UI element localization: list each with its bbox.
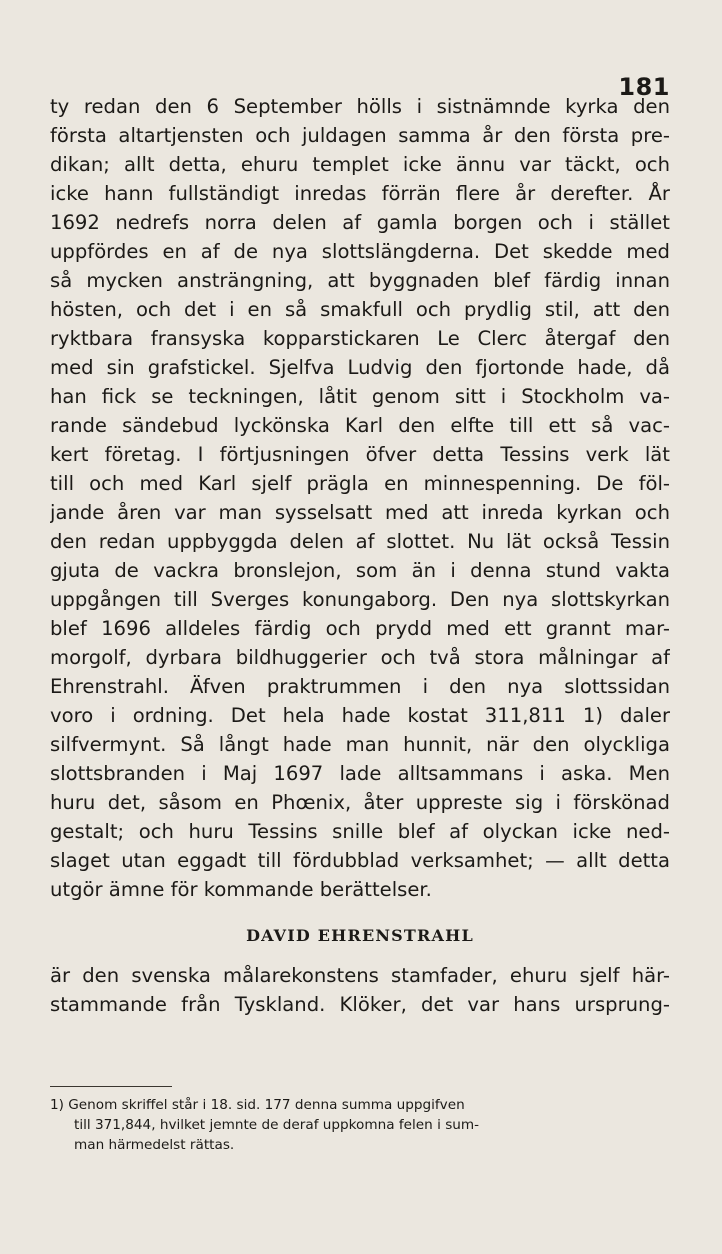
- text-line: morgolf, dyrbara bildhuggerier och två stora målningar af: [50, 646, 670, 669]
- text-line: utgör ämne för kommande berättelser.: [50, 878, 432, 901]
- footnote-line: till 371,844, hvilket jemnte de deraf uppkomna felen i sum-: [74, 1117, 480, 1133]
- book-page: [50, 0, 670, 1254]
- text-line: icke hann fullständigt inredas förrän flere år derefter. År: [50, 182, 670, 205]
- text-line: den redan uppbyggda delen af slottet. Nu lät också Tessin: [50, 530, 670, 553]
- text-line: ryktbara fransyska kopparstickaren Le Clerc återgaf den: [50, 327, 670, 350]
- text-line: slaget utan eggadt till fördubblad verksamhet; — allt detta: [50, 849, 670, 872]
- text-line: ty redan den 6 September hölls i sistnämnde kyrka den: [50, 95, 670, 118]
- text-line: kert företag. I förtjusningen öfver detta Tessins verk lät: [50, 443, 670, 466]
- text-line: stammande från Tyskland. Klöker, det var hans ursprung-: [50, 993, 670, 1016]
- text-line: voro i ordning. Det hela hade kostat 311,811 1) daler: [50, 704, 670, 727]
- text-line: 1692 nedrefs norra delen af gamla borgen och i stället: [50, 211, 670, 234]
- text-line: Ehrenstrahl. Äfven praktrummen i den nya slottssidan: [50, 675, 670, 698]
- footnote-divider: [50, 1086, 172, 1087]
- text-line: han fick se teckningen, låtit genom sitt i Stockholm va-: [50, 385, 670, 408]
- text-line: gjuta de vackra bronslejon, som än i denna stund vakta: [50, 559, 670, 582]
- section-text: [50, 961, 670, 1019]
- page-number: 181: [618, 73, 670, 101]
- text-line: uppfördes en af de nya slottslängderna. Det skedde med: [50, 240, 670, 263]
- text-line: huru det, såsom en Phœnix, åter uppreste sig i förskönad: [50, 791, 670, 814]
- footnote: [50, 1095, 658, 1155]
- text-line: blef 1696 alldeles färdig och prydd med ett grannt mar-: [50, 617, 670, 640]
- main-text: [50, 92, 670, 904]
- section-heading: DAVID EHRENSTRAHL: [246, 926, 474, 945]
- text-line: med sin grafstickel. Sjelfva Ludvig den fjortonde hade, då: [50, 356, 670, 379]
- text-line: slottsbranden i Maj 1697 lade alltsammans i aska. Men: [50, 762, 670, 785]
- text-line: så mycken ansträngning, att byggnaden blef färdig innan: [50, 269, 670, 292]
- text-line: hösten, och det i en så smakfull och prydlig stil, att den: [50, 298, 670, 321]
- text-line: till och med Karl sjelf prägla en minnespenning. De föl-: [50, 472, 670, 495]
- footnote-line: 1) Genom skriffel står i 18. sid. 177 denna summa uppgifven: [50, 1097, 465, 1113]
- text-line: dikan; allt detta, ehuru templet icke ännu var täckt, och: [50, 153, 670, 176]
- text-line: jande åren var man sysselsatt med att inreda kyrkan och: [50, 501, 670, 524]
- footnote-line: man härmedelst rättas.: [74, 1137, 235, 1153]
- text-line: uppgången till Sverges konungaborg. Den nya slottskyrkan: [50, 588, 670, 611]
- text-line: rande sändebud lyckönska Karl den elfte till ett så vac-: [50, 414, 670, 437]
- text-line: silfvermynt. Så långt hade man hunnit, när den olyckliga: [50, 733, 670, 756]
- text-line: gestalt; och huru Tessins snille blef af olyckan icke ned-: [50, 820, 670, 843]
- text-line: är den svenska målarekonstens stamfader, ehuru sjelf här-: [50, 964, 670, 987]
- text-line: första altartjensten och juldagen samma år den första pre-: [50, 124, 670, 147]
